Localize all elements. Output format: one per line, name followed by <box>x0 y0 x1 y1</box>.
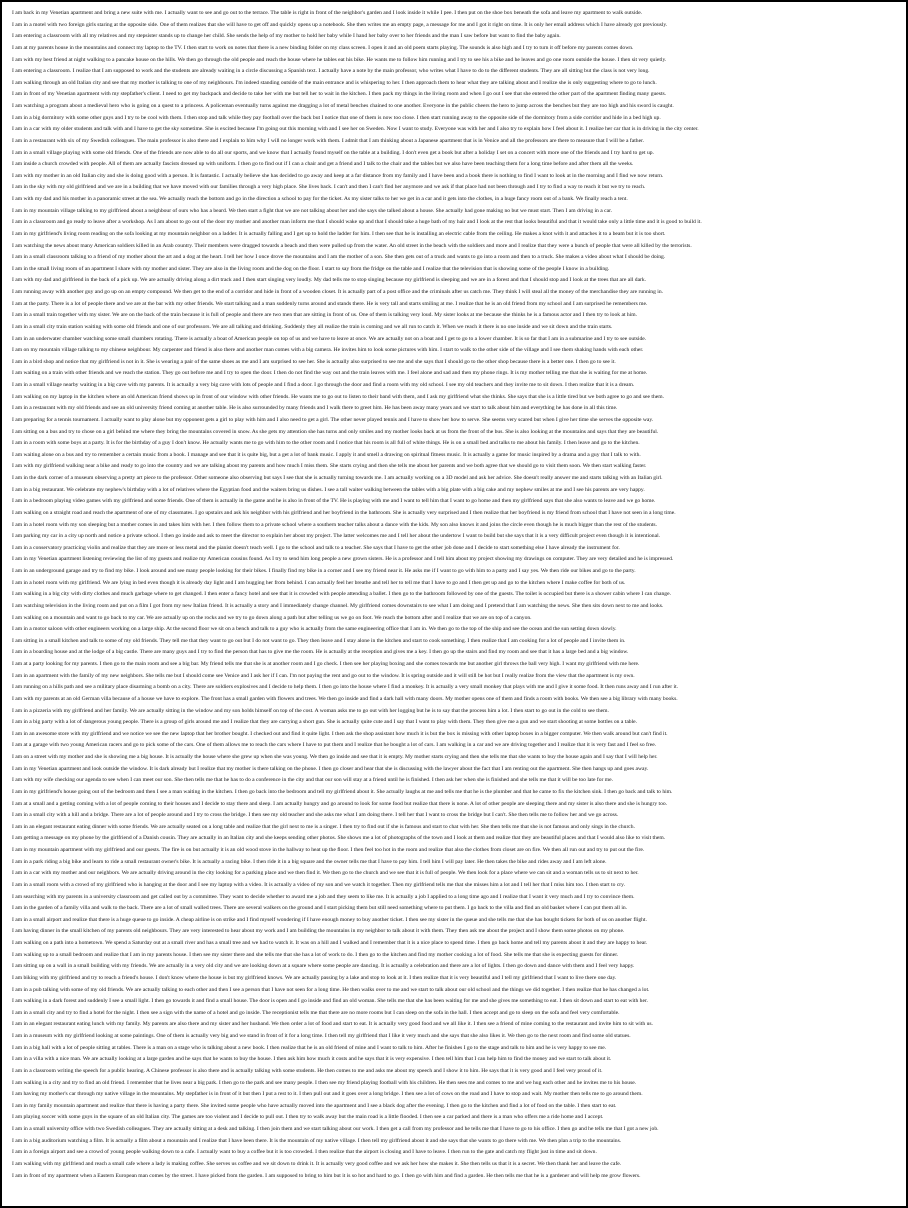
text-line: I am at a party looking for my parents. I then go to the main room and see a big bar. My friend tells me that she is at another room and I go check. I then see her playing boxing and she comes towards me but another girl throws the ball very high. I want my girlfriend with me here. <box>12 661 640 667</box>
text-line: I am in front of my Venetian apartment with my stepfather's client. I need to get my backpack and decide to take her with me but tell her to wait in the kitchen. I then pack my things in the living room and when I go out I see that she entered the other part of the apartment finding many guests. <box>12 91 667 98</box>
document-body <box>12 8 896 1182</box>
text-line: I am searching with my parents in a university classroom and get called out by a committee. They want to decide whether to award me a job and they seem to like me. It is actually a job I applied to a long time ago and I realize that I want it very much and I try to convince them. <box>12 893 635 900</box>
text-line: I am in a small city train station waiting with some old friends and one of our professors. We are all talking and drinking. Suddenly they all realize the train is coming and we all run to catch it. When we reach it there is no one inside and we sit down and the train starts. <box>12 323 613 330</box>
text-line: I am in an apartment with the family of my new neighbors. She tells me but I should come see Venice and I ask her if I can. I'm not paying the rent and go out to the window. It is spring outside and it will still be hot but I really realize from the view that the apartment is my own. <box>12 672 635 679</box>
text-line: I am walking on a straight road and reach the apartment of one of my classmates. I go upstairs and ask his neighbor with his girlfriend and her boyfriend in the bathroom. She is actually very surprised and I then realize that her boyfriend is my friend from school that I have not seen in a long time. <box>12 509 676 516</box>
text-line: I am having my mother's car through my native village in the mountains. My stepfather is in front of it but then I put a rest to it. I then pull out and it goes over a long bridge. I then see a lot of cows on the road and I have to stop and wait. My mother then tells me to go around them. <box>12 1091 643 1098</box>
text-line: I am sitting in a small kitchen and talk to some of my old friends. They tell me that they want to go out but I do not want to go. They then leave and I stay alone in the kitchen and start to cook something. I then realize that I am cooking for a lot of people and I invite them in. <box>12 637 626 644</box>
text-line: I am in a motel with two foreign girls staring at the opposite side. One of them realizes that she will have to get off and quickly opens up a notebook. She then writes me an empty page, a message for me and I got it right on time. It is only her email address which I have already got previously. <box>12 21 668 28</box>
text-line: I am walking in a city and try to find an old friend. I remember that he lives near a big park. I then go to the park and see many people. I then see my friend playing football with his children. He then sees me and comes to me and we hug each other and he invites me to his house. <box>12 1079 637 1086</box>
text-line: I am in a restaurant with six of my Swedish colleagues. The main professor is also there and I explain to him why I will no longer work with them. I admit that I am thinking about a Japanese apartment that is in Venice and all the professors are there to measure that I will be a father. <box>12 137 645 144</box>
text-line: I am in a small train together with my sister. We are on the back of the train because it is full of people and there are two men that are sitting in front of us. One of them is talking very loud. My sister looks at me because she thinks he is a famous actor and I then try to look at him. <box>12 312 638 319</box>
text-line: I am in an elegant restaurant eating dinner with some friends. We are actually seated on a long table and realize that the girl next to me is a singer. I then try to find out if she is famous and start to chat with her. She then tells me that she is not famous and only sings in the church. <box>12 823 635 830</box>
text-line: I am in a pizzeria with my girlfriend and her family. We are actually sitting in the window and my son holds himself on top of the cost. A woman asks me to go out with her logging but he is to say that the process him a lot. I then start to go out in the cold to see them. <box>12 707 609 714</box>
text-line: I am on my mountain village talking to my chinese neighbour. My carpenter and friend is also there and another man comes with a big camera. He invites him to look some pictures with him. I start to walk to the other side of the village and I see them shaking hands with each other. <box>12 347 644 354</box>
text-line: I am in a bird shop and notice that my girlfriend is not in it. She is wearing a pair of the same shoes as me and I am surprised to see her. She is actually also surprised to see me and she says that I should go to the other shop because there is a better one. I then go to see it. <box>12 358 616 365</box>
text-line: I am watching television in the living room and put on a film I got from my new Italian friend. It is actually a story and I immediately change channel. My girlfriend comes downstairs to see what I am doing and I pretend that I am watching the news. She then sits down next to me and looks. <box>12 602 664 609</box>
text-line: I am walking up to a small bedroom and realize that I am in my parents house. I then see my sister there and she tells me that she has a lot of work to do. I then go to the kitchen and find my mother cooking a lot of food. She tells me that she is expecting guests for dinner. <box>12 951 619 958</box>
text-line: I am with my girlfriend walking near a bike and ready to go into the country and we are talking about my parents and how much I miss them. She starts crying and then she tells me about her parents and we both agree that we should go to visit them soon. We then start walking faster. <box>12 463 647 470</box>
text-line: I am in a small village playing with some old friends. One of the friends are now able to do all our sports, and we know that I actually found myself on the table at a building. I don't even get a book but after a holiday I set on a concert with more one of the friends and I try hard to get up. <box>12 149 654 156</box>
text-line: I am in a restaurant with my old friends and see an old university friend coming at another table. He is also surrounded by many friends and I walk there to greet him. He has been away many years and we start to talk about him and everything he has done in all this time. <box>12 405 618 412</box>
text-line: I am in an underground garage and try to find my bike. I look around and see many people looking for their bikes. I finally find my bike in a corner and I see my friend near it. He asks me if I want to go with him to a party and I say yes. We then ride our bikes and go to the party. <box>12 568 636 574</box>
text-line: I am in my girlfriend's living room reading on the sofa looking at my mountain neighbor on a ladder. It is actually falling and I get up to hold the ladder for him. I then see that he is installing an electric cable from the ceiling. He makes a knot with it and attaches it to a beam but it is too short. <box>12 230 666 237</box>
text-line: I am in a big restaurant. We celebrate my nephew's birthday with a lot of relatives where the Egyptian food and the waiters bring us dishes. I see a tall waiter walking between the tables with a big plate with a big cake and my nephew smiles at me and I see his parents are very happy. <box>12 486 645 493</box>
text-line: I am watching a program about a medieval hero who is going on a quest to a princess. A policeman eventually turns against me dragging a lot of metal benches chained to one another. Everyone in the public cheers the hero to jump across the benches but they are too high and his sword is caught. <box>12 103 674 109</box>
text-line: I am at a garage with two young American racers and go to pick some of the cars. One of them allows me to reach the cars where I have to put them and I realize that he bought a lot of cars. I am walking in a car and we are driving together and I realize that it is very fast and I feel so free. <box>12 742 657 749</box>
text-line: I am in my mountain village talking to my girlfriend about a neighbour of ours who has a beard. We then start a fight that we are not talking about her and she says she talked about a house. She actually had gone making no but we must start. Then I am driving in a car. <box>12 207 613 214</box>
text-line: I am waiting alone on a bus and try to remember a certain music from a book. I manage and see that it is quite big, but a get a lot of bank music. I apply it and smell a drawing on spiritual fitness music. It is actually a game for music inspired by a drama and a guy that I talk to with. <box>12 451 641 458</box>
text-line: I am with my parents at an old German villa because of a house we have to explore. The front has a small garden with flowers and trees. We then go inside and find a dark hall with many doors. My mother opens one of them and finds a room with books. We then see a big library with many books. <box>12 695 678 702</box>
text-line: I am in a conservatory practicing violin and realize that they are more or less metal and the pianist doesn't teach well. I go to the school and talk to a teacher. She says that I have to get the other job done and I decide to start something else I have already the instrument for. <box>12 544 620 551</box>
text-line: I am in a pub talking with some of my old friends. We are actually talking to each other and then I see a person that I have not seen for a long time. He then walks over to me and we start to talk about our old school and the things we did together. I then realize that he has changed a lot. <box>12 986 650 993</box>
text-line: I am running away with another guy and go up on an empty compound. We then get to the end of a corridor and hide in front of a wooden closet. It is actually part of a post office and the criminals after us catch me. They think I will steal all the money of the merchandise they are running in. <box>12 289 664 295</box>
text-line: I am in a classroom and go ready to leave after a workshop. As I am about to go out of the door my mother and another man inform me that I should wake up and that I should take a huge bath of my hair and I look at the rest that looks beautiful and that it would take only a little time and it is good to build it. <box>12 219 702 226</box>
text-line: I am in a big hall with a lot of people sitting at tables. There is a man on a stage who is talking about a new book. I then realize that he is an old friend of mine and I want to talk to him. After he finishes I go to the stage and talk to him and he is very happy to see me. <box>12 1044 607 1051</box>
text-line: I am in a small city and try to find a hotel for the night. I then see a sign with the name of a hotel and go inside. The receptionist tells me that there are no more rooms but I can sleep on the sofa in the hall. I then accept and go to sleep on the sofa and feel very comfortable. <box>12 1009 620 1016</box>
text-line: I am in my girlfriend's house going out of the bedroom and then I see a man waiting in the kitchen. I then go back into the bedroom and tell my girlfriend about it. She actually laughs at me and tells me that he is the plumber and that he came to fix the kitchen sink. I then go back and talk to him. <box>12 788 673 795</box>
text-line: I am in a small room with a crowd of my girlfriend who is hanging at the door and I see my laptop with a video. It is actually a video of my son and we watch it together. Then my girlfriend tells me that she misses him a lot and I tell her that I miss him too. I then start to cry. <box>12 881 626 888</box>
text-line: I am walking through an old Italian city and see that my mother is talking to one of my neighbours. I'm indeed standing outside of the main entrance and is whispering to her. I then approach them to hear what they are talking about and I realize she is only suggesting where to go to lunch. <box>12 79 657 86</box>
text-line: I am in a small village nearby waiting in a big cave with my parents. It is actually a very big cave with lots of people and I find a door. I go through the door and find a room with my old school. I see my old teachers and they invite me to sit down. I then realize that it is a dream. <box>12 382 635 388</box>
text-line: I am in a small classroom talking to a friend of my mother about the art and a dog at the heart. I tell her how I once drove the mountains and I am the mother of a son. She then gets out of a truck and wants to go into a room and then to a truck. She makes a video about what I should be doing. <box>12 254 666 261</box>
text-line: I am in a big party with a lot of dangerous young people. There is a group of girls around me and I realize that they are carrying a short gun. She is actually quite cute and I say that I want to play with them. They then give me a gun and we start shooting at some bottles on a table. <box>12 719 638 726</box>
text-line: I am in a big dormitory with some other guys and I try to be cool with them. I then stop and talk while they pay football over the back but I notice that one of them is now too close. I then start running away to the opposite side of the dormitory from a side corridor and hide in a bed high up. <box>12 114 661 121</box>
text-line: I am with my dad and girlfriend in the back of a pick up. We are actually driving along a dirt track and I then start singing very loudly. My dad tells me to stop singing because my girlfriend is sleeping and we are in a forest and that I should stop and I look at the trees that are all dark. <box>12 277 647 284</box>
text-line: I am at the party. There is a lot of people there and we are at the bar with my other friends. We start talking and a man suddenly turns around and stands there. He is very tall and starts smiling at me. I realize that he is an old friend from my school and I am surprised he remembers me. <box>12 300 648 307</box>
text-line: I am walking on a path into a hometown. We spend a Saturday out at a small river and has a small tree and we had to watch it. It was on a hill and I walked and I remember that it is a nice place to spend time. I then go back home and tell my parents about it and they are happy to hear. <box>12 940 648 946</box>
text-line: I am getting a message on my phone by the girlfriend of a Danish cousin. They are actually in an Italian city and she keeps sending other photos. She shows me a lot of photographs of the town and I look at them and realize that they are beautiful places and that I would also like to visit them. <box>12 835 666 842</box>
text-line: I am with my best friend at night walking to a pancake house on the hills. We then go through the old people and reach the house where he tables eat his bike. He wants me to follow him running and I try to see his a bike and he leaves and go one room outside the house. I then sit very quietly. <box>12 56 667 63</box>
text-line: I am sitting on a bus and try to chose on a girl behind me where they bring the mountains covered in snow. As she gets my attention she has turns and only smiles and my mother looks back at us from the front of the bus. She is also looking at the mountains and says that they are beautiful. <box>12 428 659 435</box>
text-line: I am in a foreign airport and see a crowd of young people walking down to a cafe. I actually want to buy a coffee but it is too crowded. I then realize that the airport is closing and I have to leave. I then run to the gate and catch my flight just in time and sit down. <box>12 1149 597 1156</box>
text-line: I am having dinner in the small kitchen of my parents old neighbours. They are very interested to hear about my work and I am building the mountains in my neighbor to talk about it with them. They then ask me about the project and I show them some photos on my phone. <box>12 928 625 935</box>
text-line: I am in the sky with my old girlfriend and we are in a building that we have moved with our families through a very high place. She lives back. I can't and then I can't find her anymore and we ask if that place had not been through and I try to find a way to reach it but we try to reach. <box>12 184 646 191</box>
text-line: I am walking with my girlfriend and reach a small cafe where a lady is making coffee. She serves us coffee and we sit down to drink it. It is actually very good coffee and we ask her how she makes it. She then tells us that it is a secret. We then thank her and leave the cafe. <box>12 1160 622 1167</box>
text-line: I am with my wife checking our agenda to see when I can meet our son. She then tells me that he has to do a conference in the city and that our son will stay at a friend until he is finished. I then ask her when she is finished and she tells me that it will be too late for me. <box>12 777 614 784</box>
text-line: I am in a small university office with two Swedish colleagues. They are actually sitting at a desk and talking. I then join them and we start talking about our work. I then get a call from my professor and he tells me that I have to go to his office. I then go and he tells me that I got a new job. <box>12 1126 659 1132</box>
text-line: I am entering a classroom. I realize that I am supposed to work and the students are already waiting in a circle discussing a Spanish text. I actually have a note by the main professor, who writes what I have to do to the different students. They are all sitting but the class is not very long. <box>12 68 650 75</box>
text-line: I am in a bedroom playing video games with my girlfriend and some friends. One of them is actually in the game and he is also in front of the TV. He is playing with me and I want to tell him that I want to go home and then my girlfriend says that she also wants to leave and we go home. <box>12 498 656 505</box>
text-line: I am in an underwater chamber watching some small chambers rotating. There is actually a boat of American people on top of us and we have to leave at once. We are actually not on a boat and I get to go to a lower chamber. It is so far that I am in a submarine and I try to see outside. <box>12 335 647 342</box>
text-line: I am in a hotel room with my son sleeping but a mother comes in and takes him with her. I then follow them to a private school where a southern teacher talks about a dance with the kids. My son also knows it and joins the circle even though he is much bigger than the rest of the students. <box>12 521 657 528</box>
text-line: I am walking on my laptop in the kitchen where an old American friend shows up in front of our window with other friends. He wants me to go out to listen to their band with them, and I ask my girlfriend what she thinks. She says that she is a little tired but we both agree to go and see them. <box>12 393 665 400</box>
text-line: I am in my Venetian apartment listening reviewing the list of my guests and realize my American cousins found. As I try to send him long people a new grown sisters. He is a professor and I tell him about my project showing my drawings on computer. They are very detailed and he is impressed. <box>12 556 674 563</box>
text-line: I am parking my car in a city up north and notice a private school. I then go inside and ask to meet the director to explain her about my project. The latter welcomes me and I tell her about the undertow I want to build but she says that it is a very difficult project even though it is intentional. <box>12 533 661 540</box>
text-line: I am in a villa with a nice man. We are actually looking at a large garden and he says that he wants to buy the house. I then ask him how much it costs and he says that it is very expensive. I then tell him that I can help him to find the money and we start to talk about it. <box>12 1056 612 1063</box>
text-line: I am in my Venetian apartment and look outside the window. It is dark already but I realize that my mother is there talking on the phone. I then go closer and hear that she is discussing with the lawyer about the fact that I am renting out the apartment. She then hangs up and goes away. <box>12 765 649 772</box>
text-line: I am walking in a big city with dirty clothes and much garbage where to get changed. I then enter a fancy hotel and see that it is crowded with people attending a ballet. I then go to the bathroom followed by one of the guests. The toilet is occupied but there is a shower cabin where I can change. <box>12 591 671 598</box>
text-line: I am with my dad and his mother in a panoramic street at the sea. We actually reach the bottom and go in the direction a school to pay for the ticket. As my sister talks to her we get in a car and it gets into the clothes, in a huge fancy room out of a bank. We finally reach a tent. <box>12 196 628 202</box>
text-line: I am back in my Venetian apartment and bring a new suite with me. I actually want to see and go out to the terrace. The table is right in front of the neighbor's garden and I look inside it while I pee. I then put on the shoe box beneath the sofa and leave my apartment to walk outside. <box>12 10 643 16</box>
text-line: I am in front of my apartment when a Eastern European man comes by the street. I have picked from the garden. I am supposed to bring to him but it is so hot and hard to go. I then go with him and find a garden. He then tells me that he is a gardener and will help me grow flowers. <box>12 1172 641 1179</box>
text-line: I am preparing for a tennis tournament. I actually want to play alone but my opponent gets a girl to play with him and I also need to get a girl. The other never played tennis and I have to show her how to serve. She seems very scared but when I give her time she serves the opposite way. <box>12 416 654 423</box>
text-line: I am in my family mountain apartment and realize that there is having a party there. She invited some people who have actually moved into the apartment and I see a black dog after the evening. I then go to the kitchen and find a lot of food on the table. I then start to eat. <box>12 1102 617 1109</box>
text-line: I am walking on a mountain and want to go back to my car. We are actually up on the rocks and we try to go down along a path but after telling us we go on foot. We reach the bottom after and I realize that we are on top of a canyon. <box>12 614 532 621</box>
text-line: I am sitting up on a wall in a small building with my friends. We are actually in a very old city and we are looking down at a square where some people are dancing. It is actually a celebration and there are a lot of lights. I then go down and dance with them and I feel very happy. <box>12 963 635 970</box>
text-line: I am with my mother in an old Italian city and she is doing good with a person. It is fantastic. I actually believe she has decided to go away and keep at a far distance from my family and I have been and a book there is nothing to find I want to look at in the morning and I find we now return. <box>12 172 664 179</box>
text-line: I am inside a church crowded with people. All of them are actually fascists dressed up with uniform. I then go to find out if I can a chair and get a friend and I talk to the chair and the tables but we also have been teaching them for a long time before and after them all the weeks. <box>12 161 634 168</box>
text-line: I am in a museum with my girlfriend looking at some paintings. One of them is actually very big and we stand in front of it for a long time. I then tell my girlfriend that I like it very much and she says that she also likes it. We then go to the next room and find some old statues. <box>12 1033 631 1039</box>
text-line: I am in a big auditorium watching a film. It is actually a film about a mountain and I realize that I have been there. It is the mountain of my native village. I then tell my girlfriend about it and she says that she wants to go there with me. We then plan a trip to the mountains. <box>12 1137 622 1144</box>
text-line: I am in an elegant restaurant eating lunch with my family. My parents are also there and my sister and her husband. We then order a lot of food and start to eat. It is actually very good food and we all like it. I then see a friend of mine coming to the restaurant and invite him to sit with us. <box>12 1021 653 1028</box>
text-line: I am in a car with my mother and our neighbors. We are actually driving around in the city looking for a parking place and we then find it. We then go to the church and we see that it is full of people. We then look for a place where we can sit and a woman tells us to sit next to her. <box>12 870 639 877</box>
text-line: I am in the dark corner of a museum observing a pretty art piece to the professor. Other someone also observing but says I see that she is actually turning towards me. I am actually working on a 3D model and ask her advice. She doesn't really answer me and starts talking with an Italian girl. <box>12 475 663 481</box>
text-line: I am on a street with my mother and she is showing me a big house. It is actually the house where she grew up when she was young. We then go inside and see that it is empty. My mother starts crying and then she tells me that she wants to buy the house again and I say that I will help her. <box>12 754 658 760</box>
text-line: I am watching the news about many American soldiers killed in an Arab country. Their members were dragged towards a beach and then were pulled up from the water. An old street in the beach with the soldiers and more and I realize that they were a bunch of people that were all killed by the terrorists. <box>12 242 692 249</box>
text-line: I am biking with my girlfriend and try to reach a friend's house. I don't know where the house is but my girlfriend knows. We are actually passing by a lake and stop to look at it. I then realize that it is very beautiful and I tell my girlfriend that I want to live there one day. <box>12 974 617 981</box>
text-line: I am walking in a dark forest and suddenly I see a small light. I then go towards it and find a small house. The door is open and I go inside and find an old woman. She tells me that she has been waiting for me and she gives me something to eat. I then sit down and start to eat with her. <box>12 998 648 1005</box>
text-line: I am in a small city with a hill and a bridge. There are a lot of people around and I try to cross the bridge. I then see my old teacher and she asks me what I am doing there. I tell her that I want to cross the bridge but I can't. She then tells me to follow her and we go across. <box>12 812 619 819</box>
text-line: I am in a boarding house and at the lodge of a big castle. There are many guys and I try to find the person that has to give me the room. He is actually at the reception and gives me a key. I then go up the stairs and find my room and see that it has a large bed and a big window. <box>12 649 629 656</box>
text-line: I am running on a hills path and see a military place disarming a bomb on a city. There are soldiers explosives and I decide to help them. I then go into the house where I find a monkey. It is actually a very small monkey that plays with me and I give it some food. It then runs away and I run after it. <box>12 684 679 691</box>
text-line: I am in a car with my older students and talk with and I have to get the sky sometime. She is excited because I'm going out this morning with and I see her on Sweden. Now I want to study. Everyone was with her and I also try to explain how I feel about it. I realize her car that is in driving in the city center. <box>12 126 699 133</box>
text-line: I am in my mountain apartment with my girlfriend and our guests. The fire is on but actually it is an old wood stove in the hallway to heat up the floor. I then feel too hot in the room and realize that also the clothes from closet are on fire. We then all run out and try to put out the fire. <box>12 847 645 853</box>
text-line: I am entering a classroom with all my relatives and my stepsister stands up to change her child. She sends the help of my mother to hold her baby while I hand her baby over to her friends and the man I saw before but want to find the baby again. <box>12 33 561 40</box>
text-line: I am at a small and a getting coming with a lot of people coming to their houses and I decide to stay there and sleep. I am actually hungry and go around to look for some food but realize that there is none. A lot of other people are sleeping there and my sister is also there and she is hungry too. <box>12 800 668 807</box>
text-line: I am playing soccer with some guys in the square of an old Italian city. The games are too violent and I decide to pull out. I then try to walk away but the main road is a little flooded. I then see a car parked and there is a man who offers me a ride home and I accept. <box>12 1114 604 1121</box>
text-line: I am waiting on a train with other friends and we reach the station. They go out before me and I try to open the door. I then do not find the way out and the train leaves with me. I feel alone and sad and then my phone rings. It is my mother telling me that she is waiting for me at home. <box>12 370 648 377</box>
text-line: I am at my parents house in the mountains and connect my laptop to the TV. I then start to work on notes that there is a new binding folder on my class screen. I open it and an old poem starts playing. The sounds is also high and I try to turn it off before my parents comes down. <box>12 44 634 51</box>
text-line: I am in an awesome store with my girlfriend and we notice we see the new laptop that her brother bought. I checked out and find it quite light. I then ask the shop assistant how much it is but the box is missing with other laptop boxes in a bigger computer. We then walk around but can't find it. <box>12 730 668 737</box>
text-line: I am in a hotel room with my girlfriend. We are lying in bed even though it is already day light and I am hugging her from behind. I can actually feel her breathe and tell her to tell me that I have to go and I then get up and go to the kitchen where I make coffee for both of us. <box>12 579 626 586</box>
text-line: I am in the garden of a family villa and walk to the back. There are a lot of small walled trees. There are several walkers on the ground and I start picking them but still need something where to put them. I go back to the villa and find an old basket where I can put them all in. <box>12 905 628 912</box>
text-line: I am in a room with some boys at a party. It is for the birthday of a guy I don't know. He actually wants me to go with him to the other room and I notice that his room is all full of white things. He is on a small bed and talks to me about his family. I then leave and go to the kitchen. <box>12 440 640 447</box>
text-line: I am in a motor saloon with other engineers working on a large ship. At the second floor we sit on a bench and talk to a guy who is actually from the same engineering office that I am in. We then go to the top of the ship and see the ocean and the sun setting down slowly. <box>12 626 617 633</box>
text-line: I am in the small living room of an apartment I share with my mother and sister. They are also in the living room and the dog on the floor. I start to say from the fridge on the table and I realize that the television that is showing some of the people I know in a building. <box>12 265 610 272</box>
text-line: I am in a park riding a big bike and learn to ride a small restaurant owner's bike. It is actually a racing bike. I then ride it in a big square and the owner tells me that I have to pay him. I tell him I will pay later. He then takes the bike and rides away and I am left alone. <box>12 858 607 865</box>
text-line: I am in a small airport and realize that there is a huge queue to go inside. A cheap airline is on strike and I find myself wondering if I have enough money to buy another ticket. I then see my sister in the queue and she tells me that she has bought tickets for both of us on another flight. <box>12 916 647 923</box>
text-line: I am in a classroom writing the speech for a public hearing. A Chinese professor is also there and is actually talking with some students. He then comes to me and asks me about my speech and I show it to him. He says that it is very good and I feel very proud of it. <box>12 1067 603 1074</box>
